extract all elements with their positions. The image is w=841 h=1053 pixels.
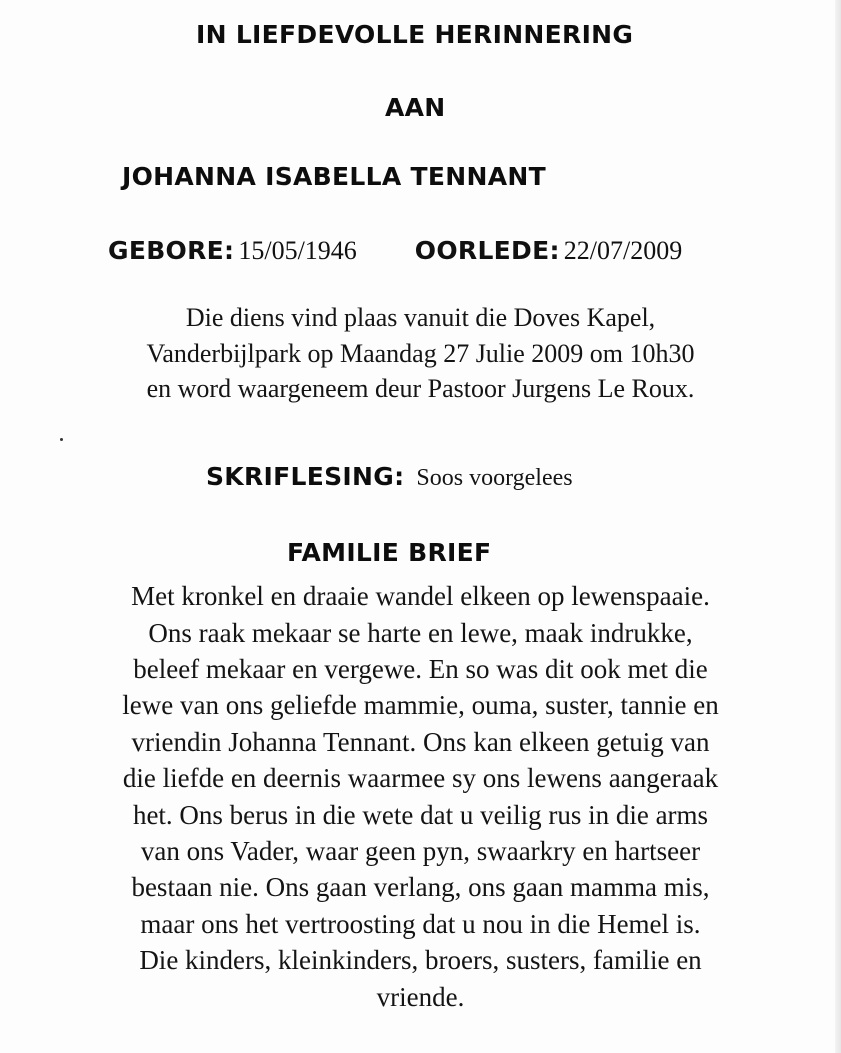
letter-line: het. Ons berus in die wete dat u veilig rus in die arms (132, 800, 709, 830)
service-line-2: Vanderbijlpark op Maandag 27 Julie 2009 om 10h30 (146, 339, 695, 368)
stray-dot (60, 438, 63, 441)
letter-line: vriendin Johanna Tennant. Ons kan elkeen getuig van (131, 727, 710, 757)
letter-line: maar ons het vertroosting dat u nou in die Hemel is. (140, 909, 701, 939)
born-date: 15/05/1946 (238, 236, 357, 265)
letter-line: beleef mekaar en vergewe. En so was dit ook met die (133, 654, 708, 684)
reading-row (206, 462, 573, 492)
reading-label: SKRIFLESING: (206, 462, 405, 491)
deceased-name: JOHANNA ISABELLA TENNANT (122, 162, 546, 191)
aan-label: AAN (385, 93, 446, 122)
card-title: IN LIEFDEVOLLE HERINNERING (196, 20, 634, 49)
letter-line: van ons Vader, waar geen pyn, swaarkry en hartseer (140, 836, 701, 866)
dates-row (108, 236, 682, 266)
letter-heading: FAMILIE BRIEF (287, 538, 492, 567)
died-label: OORLEDE: (414, 236, 560, 265)
letter-line: lewe van ons geliefde mammie, ouma, suster, tannie en (122, 690, 719, 720)
letter-line: Ons raak mekaar se harte en lewe, maak indrukke, (148, 618, 693, 648)
letter-line: bestaan nie. Ons gaan verlang, ons gaan mamma mis, (131, 872, 710, 902)
letter-line: vriende. (376, 982, 465, 1012)
letter-line: Die kinders, kleinkinders, broers, susters, familie en (139, 945, 702, 975)
service-line-3: en word waargeneem deur Pastoor Jurgens Le Roux. (146, 374, 695, 403)
born-label: GEBORE: (108, 236, 235, 265)
service-line-1: Die diens vind plaas vanuit die Doves Kapel, (185, 303, 656, 332)
letter-line: Met kronkel en draaie wandel elkeen op lewenspaaie. (131, 581, 710, 611)
died-date: 22/07/2009 (563, 236, 683, 265)
reading-value: Soos voorgelees (416, 465, 573, 491)
letter-line: die liefde en deernis waarmee sy ons lewens aangeraak (122, 763, 719, 793)
